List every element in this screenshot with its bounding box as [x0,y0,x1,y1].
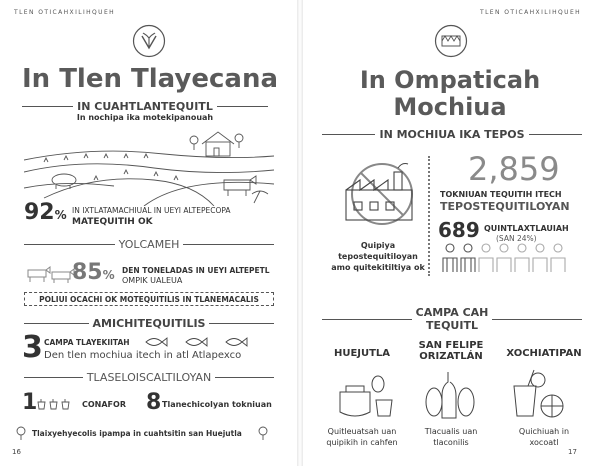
place-name-line: SAN FELIPE [418,340,484,351]
section-subheading: In nochipa ika motekipanouah [76,113,214,122]
caption-line: Quitleuatsah uan [327,427,397,436]
section-heading: YOLCAMEH [118,238,180,251]
factory-caption-line: amo quitekitiltiya ok [331,263,425,272]
factory-caption-line: tepostequitiloyan [338,252,418,261]
stat-2859-line1: TOKNIUAN TEQUITIH ITECH [440,190,562,199]
citrus-drink-icon [508,368,570,420]
seedling-pots-icon [36,396,80,410]
stat-85-number [72,260,115,285]
section-heading: IN CUAHTLANTEQUITL [77,100,213,113]
stat-1-number: 1 [22,390,38,415]
page-title-left: In Tlen Tlayecana [21,64,279,94]
page-number-right: 17 [568,448,577,456]
section-mochiua-ika-tepos [322,128,582,141]
caption-line: quipikih in cahfen [326,438,398,447]
stat-689-number: 689 [438,218,480,242]
section-amichitequitilis [24,317,274,330]
woven-badge-icon [434,24,468,58]
place-huejutla: HUEJUTLA [333,348,391,359]
stat-689-line1: QUINTLAXTLAUIAH [484,224,569,233]
stat-92-value: 92 [24,200,55,225]
livestock-icon [24,260,78,284]
section-heading-line2: TEQUITL [426,319,478,332]
stat-85-unit: % [102,268,115,282]
stat-3-number: 3 [22,330,43,365]
section-heading-line1: CAMPA CAH [415,306,489,319]
tree-icon [14,426,28,440]
fish-icons [142,336,272,348]
factory-caption [316,240,440,273]
caption-huejutla [320,426,404,448]
page-title-right-line2: Mochiua [393,93,507,121]
place-xochiatipan: XOCHIATIPAN [506,348,582,359]
stat-3-line2: Den tlen mochiua itech in atl Atlapexco [44,350,242,361]
policy-box: POLIUI OCACHI OK MOTEQUITILIS IN TLANEMACALIS [24,292,274,306]
workers-icons [440,242,580,278]
running-head-left: TLEN OTICAHXILIHQUEH [14,9,116,16]
stat-92-line2: MATEQUITIH OK [72,217,153,227]
stat-85-line2: OMPIK UALEUA [122,276,183,285]
right-page [300,0,600,466]
dotted-divider [428,156,430,276]
stat-8-label: Tlanechicolyan tokniuan [162,400,272,409]
page-title-right-line1: In Ompaticah [359,66,541,94]
section-tlaseloiscaltiloyan [24,371,274,384]
coffee-icon [336,372,398,420]
plant-badge-icon [132,24,166,58]
closed-factory-icon [338,150,422,234]
stat-8-number: 8 [146,390,162,415]
caption-line: tlaconilis [433,438,469,447]
section-yolcameh [24,238,274,251]
section-heading: AMICHITEQUITILIS [92,317,206,330]
section-heading [416,306,489,332]
caption-xochiatipan [496,426,592,448]
place-san-felipe [408,340,494,362]
caption-line: Tlacualis uan [424,427,478,436]
caption-line: Quichiuah in [518,427,570,436]
stat-92-unit: % [54,208,67,222]
page-number-left: 16 [12,448,21,456]
farm-landscape-illustration [24,128,274,206]
stat-85-value: 85 [72,260,103,285]
stat-1-label: CONAFOR [82,400,126,409]
place-name-line: ORIZATLÁN [419,351,483,362]
section-heading: TLASELOISCALTILOYAN [86,371,212,384]
section-campa-cah-tequitl [322,306,582,332]
caption-line: xocoatl [529,438,559,447]
caption-san-felipe [408,426,494,448]
stat-689-line2: (SAN 24%) [496,234,537,243]
factory-caption-line: Quipiya [360,241,396,250]
stat-92-line1: IN IXTLATAMACHIUAL IN UEYI ALTEPECOPA [72,206,231,215]
section-heading: IN MOCHIUA IKA TEPOS [379,128,525,141]
stat-85-line1: DEN TONELADAS IN UEYI ALTEPETL [122,266,270,275]
footer-note: Tlaixyehyecolis ipampa in cuahtsitin san Huejutla [32,429,242,438]
section-cuahtlantequitl [22,100,268,113]
food-drink-icon [422,368,482,420]
stat-92-number [24,200,67,225]
running-head-right: TLEN OTICAHXILIHQUEH [480,9,582,16]
stat-2859-line2: TEPOSTEQUITILOYAN [440,200,570,213]
tree-icon-right [256,426,270,440]
stat-3-line1: CAMPA TLAYEKIITAH [44,338,130,347]
stat-2859-number: 2,859 [468,150,560,188]
